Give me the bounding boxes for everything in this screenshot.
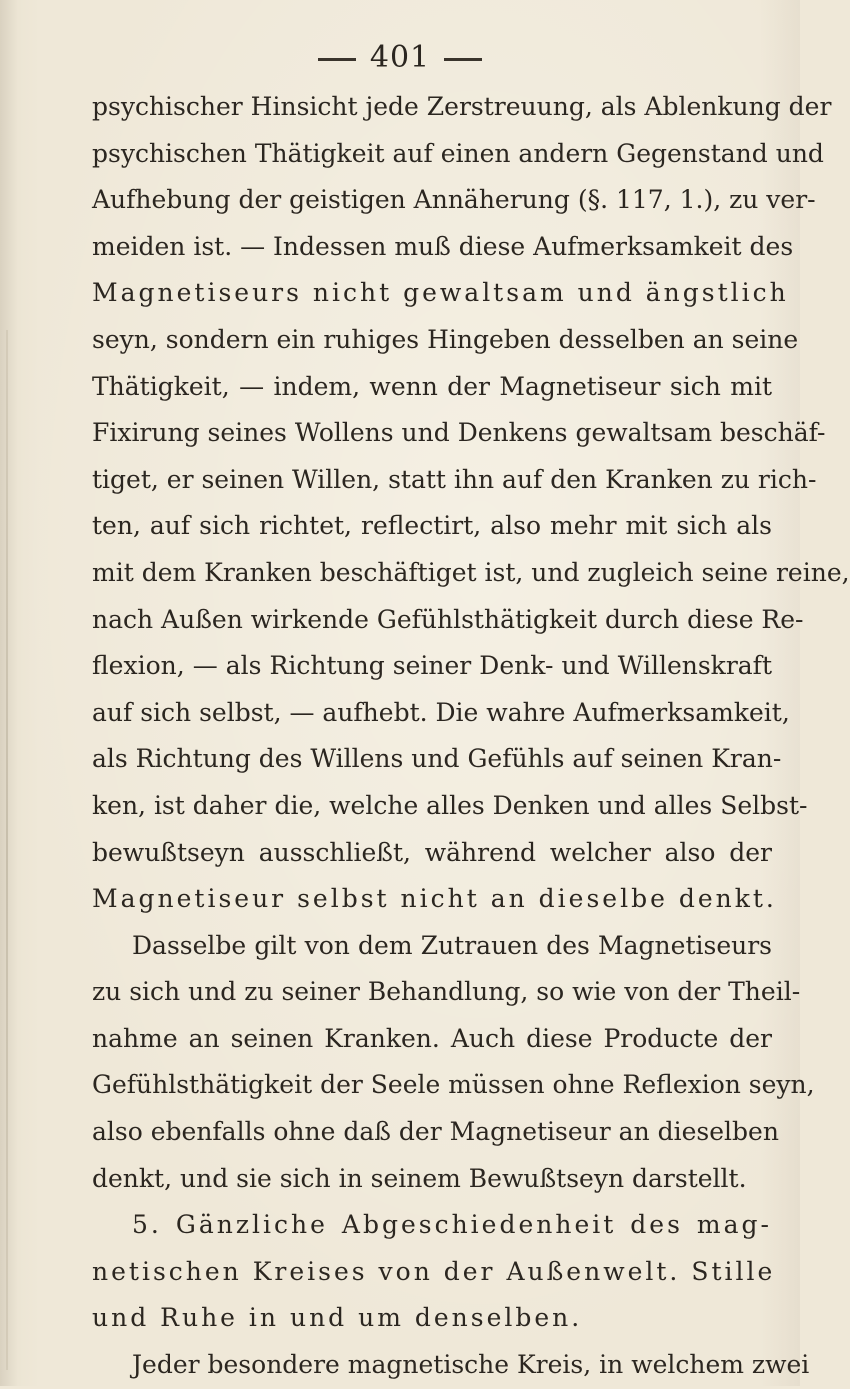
text-line: Fixirung seines Wollens und Denkens gewaltsam beschäf- [92,418,826,448]
section-heading-line: 5. Gänzliche Abgeschiedenheit des mag- [132,1210,772,1240]
text-line: flexion, — als Richtung seiner Denk- und Willenskraft [92,651,772,681]
text-line: Magnetiseurs nicht gewaltsam und ängstlich [92,278,789,308]
section-heading-line: netischen Kreises von der Außenwelt. Stille [92,1256,776,1286]
text-line: nach Außen wirkende Gefühlsthätigkeit durch diese Re- [92,604,804,634]
section-heading-line: und Ruhe in und um denselben. [92,1303,583,1333]
text-line: seyn, sondern ein ruhiges Hingeben desselben an seine [92,324,799,354]
text-line: tiget, er seinen Willen, statt ihn auf den Kranken zu rich- [92,464,817,494]
text-line: ken, ist daher die, welche alles Denken und alles Selbst- [92,790,808,820]
text-line: psychischen Thätigkeit auf einen andern Gegenstand und [92,138,824,168]
page-body [92,84,850,1389]
header-left-dash [318,58,356,61]
text-line: meiden ist. — Indessen muß diese Aufmerksamkeit des [92,231,794,261]
text-line: Gefühlsthätigkeit der Seele müssen ohne Reflexion seyn, [92,1070,815,1100]
page-number: 401 [369,40,431,75]
header-right-dash [444,58,482,61]
text-line: bewußtseyn ausschließt, während welcher also der [92,837,772,867]
text-line: Magnetiseur selbst nicht an dieselbe denkt. [92,884,777,914]
text-line: mit dem Kranken beschäftiget ist, und zugleich seine reine, [92,557,850,587]
text-line: nahme an seinen Kranken. Auch diese Producte der [92,1023,772,1053]
text-line: als Richtung des Willens und Gefühls auf seinen Kran- [92,744,782,774]
text-line: zu sich und zu seiner Behandlung, so wie von der Theil- [92,977,801,1007]
text-line: auf sich selbst, — aufhebt. Die wahre Aufmerksamkeit, [92,697,790,727]
paragraph-first-line: Dasselbe gilt von dem Zutrauen des Magnetiseurs [132,930,772,960]
text-line: Aufhebung der geistigen Annäherung (§. 117, 1.), zu ver- [92,185,816,215]
text-line: also ebenfalls ohne daß der Magnetiseur an dieselben [92,1117,779,1147]
page-gutter-shadow [6,330,8,1370]
text-line: denkt, und sie sich in seinem Bewußtseyn darstellt. [92,1163,747,1193]
text-line: ten, auf sich richtet, reflectirt, also mehr mit sich als [92,511,772,541]
paragraph-first-line: Jeder besondere magnetische Kreis, in welchem zwei [132,1350,810,1380]
page-header [0,40,800,75]
text-line: psychischer Hinsicht jede Zerstreuung, als Ablenkung der [92,92,832,121]
text-line: Thätigkeit, — indem, wenn der Magnetiseur sich mit [92,371,772,401]
